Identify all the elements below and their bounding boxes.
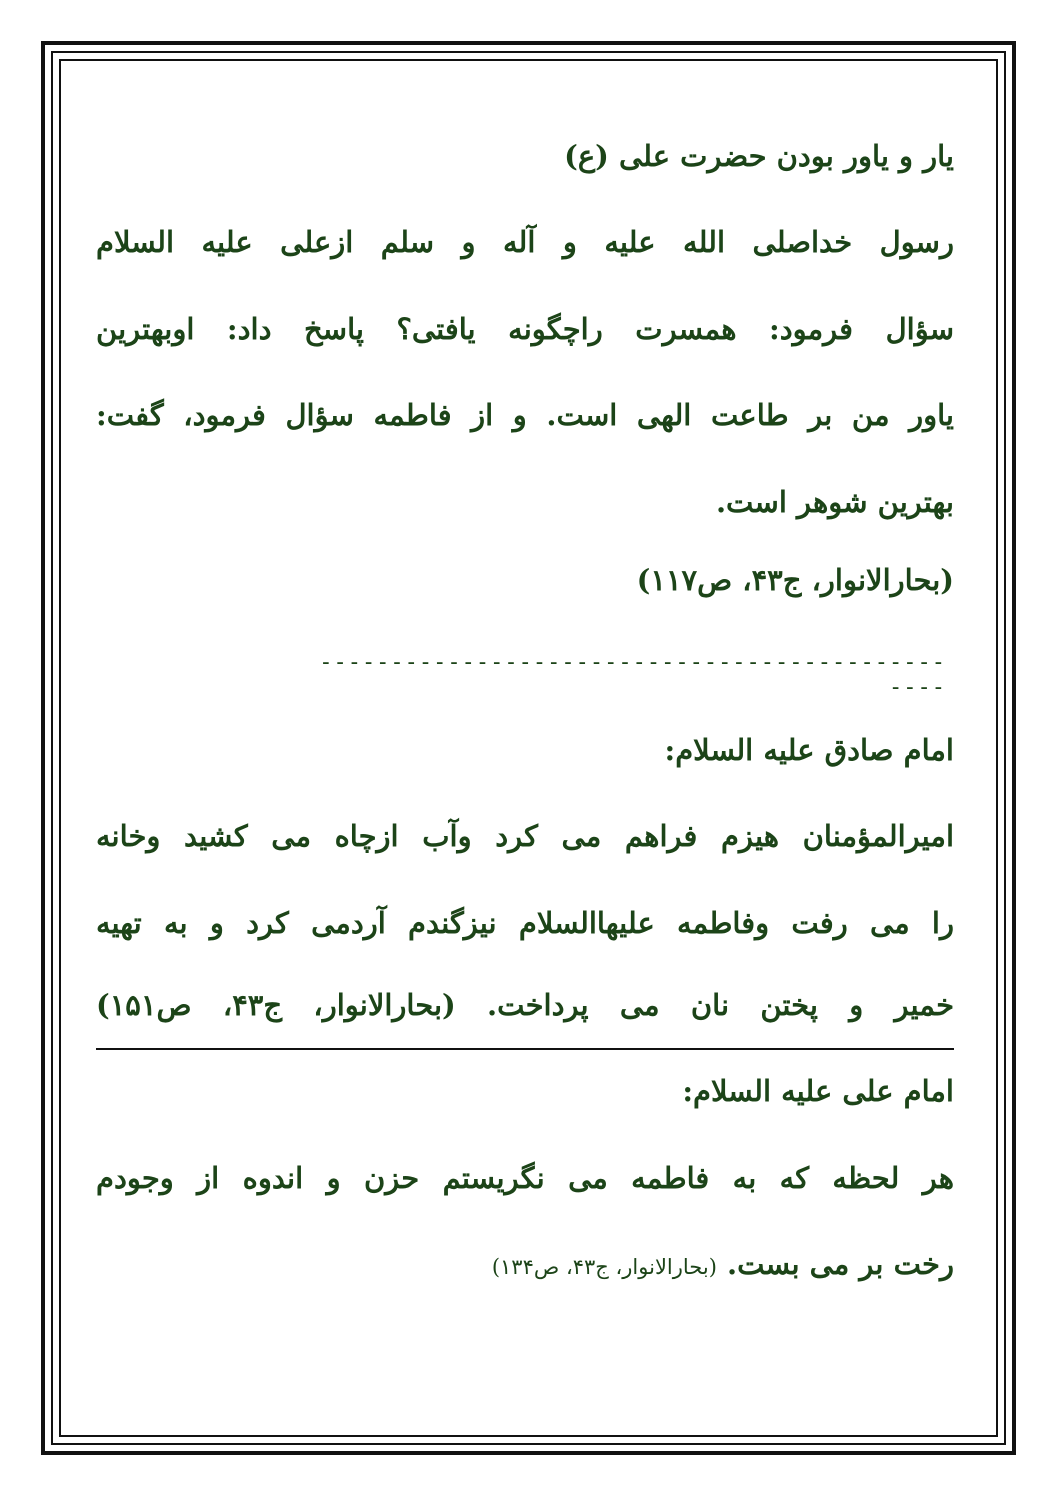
section1-title: یار و یاور بودن حضرت علی (ع) [564, 139, 954, 173]
section3-line-2-text: رخت بر می بست. [716, 1247, 954, 1281]
page-content [96, 0, 954, 1500]
section2-line-1: امیرالمؤمنان هیزم فراهم می کرد وآب ازچاه می کشید وخانه [96, 819, 955, 853]
section3-line-2 [96, 1244, 954, 1287]
section2-line-2: را می رفت وفاطمه علیهاالسلام نیزگندم آردمی کرد و به تهیه [96, 906, 954, 940]
section1-line-4: بهترین شوهر است. [715, 485, 954, 519]
section2-speaker: امام صادق علیه السلام: [664, 733, 954, 767]
section3-reference: (بحارالانوار، ج۴۳، ص۱۳۴) [491, 1255, 717, 1279]
section2-line-3: خمیر و پختن نان می پرداخت. (بحارالانوار، ج۴۳، ص۱۵۱) [96, 988, 954, 1022]
section1-line-3: یاور من بر طاعت الهی است. و از فاطمه سؤال فرمود، گفت: [96, 398, 954, 432]
section-divider-rule [96, 1048, 954, 1050]
section3-speaker: امام علی علیه السلام: [682, 1074, 954, 1108]
section1-line-2: سؤال فرمود: همسرت راچگونه یافتی؟ پاسخ داد: اوبهترین [96, 312, 954, 346]
section1-reference: (بحارالانوار، ج۴۳، ص۱۱۷) [636, 563, 954, 597]
section1-line-1: رسول خداصلی الله علیه و آله و سلم ازعلی علیه السلام [96, 225, 954, 259]
dashed-divider: ------------------------------------------------ [319, 650, 946, 700]
section3-line-1: هر لحظه که به فاطمه می نگریستم حزن و اندوه از وجودم [96, 1161, 954, 1195]
